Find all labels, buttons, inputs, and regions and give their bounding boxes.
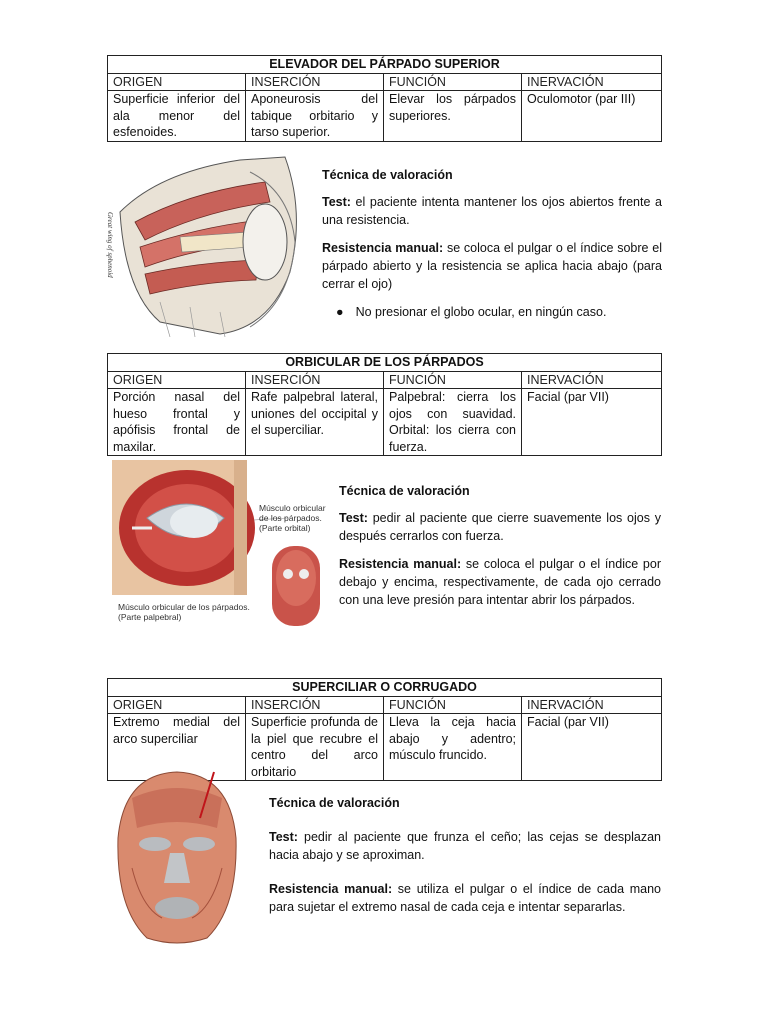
label-palpebral-line: Músculo orbicular de los párpados. [118, 602, 250, 612]
tecnica-title: Técnica de valoración [269, 796, 400, 810]
header-inervacion: INERVACIÓN [522, 371, 662, 389]
table-superciliar [107, 678, 662, 781]
table-orbicular [107, 353, 662, 456]
label-orbital [259, 503, 326, 533]
table-title: ORBICULAR DE LOS PÁRPADOS [108, 354, 662, 372]
cell-origen: Extremo medial del arco superciliar [108, 714, 246, 781]
header-insercion: INSERCIÓN [246, 371, 384, 389]
header-funcion: FUNCIÓN [384, 371, 522, 389]
cell-inervacion: Facial (par VII) [522, 389, 662, 456]
label-orbital-line: de los párpados. [259, 513, 322, 523]
resist-label: Resistencia manual: [339, 557, 462, 571]
test-label: Test: [339, 511, 368, 525]
table-elevador [107, 55, 662, 142]
cell-origen: Superficie inferior del ala menor del esfenoides. [108, 91, 246, 142]
header-inervacion: INERVACIÓN [522, 73, 662, 91]
resist-text: se coloca el pulgar o el índice sobre el párpado abierto y la resistencia se aplica hacia abajo (para cerrar el ojo) [322, 241, 662, 291]
resist-text: se utiliza el pulgar o el índice de cada mano para sujetar el extremo nasal de cada ceja e intentar separarlas. [269, 882, 661, 914]
bullet-icon: ● [336, 305, 344, 319]
test-text: el paciente intenta mantener los ojos abiertos frente a una resistencia. [322, 195, 662, 227]
header-origen: ORIGEN [108, 696, 246, 714]
header-funcion: FUNCIÓN [384, 73, 522, 91]
header-origen: ORIGEN [108, 73, 246, 91]
cell-insercion: Aponeurosis del tabique orbitario y tarso superior. [246, 91, 384, 142]
cell-origen: Porción nasal del hueso frontal y apófisis frontal de maxilar. [108, 389, 246, 456]
resist-label: Resistencia manual: [269, 882, 393, 896]
header-inervacion: INERVACIÓN [522, 696, 662, 714]
tecnica-title: Técnica de valoración [339, 484, 470, 498]
tecnica-elevador [322, 166, 662, 321]
test-text: pedir al paciente que frunza el ceño; las cejas se desplazan hacia abajo y se aproximan. [269, 830, 661, 862]
label-orbital-line: Músculo orbicular [259, 503, 326, 513]
resist-text: se coloca el pulgar o el índice por debajo y encima, respectivamente, de cada ojo cerrado con una leve presión para intentar abrir los párpados. [339, 557, 661, 607]
header-funcion: FUNCIÓN [384, 696, 522, 714]
cell-insercion: Rafe palpebral lateral, uniones del occipital y el superciliar. [246, 389, 384, 456]
header-insercion: INSERCIÓN [246, 696, 384, 714]
facial-muscles-illustration [112, 768, 242, 946]
cell-funcion: Palpebral: cierra los ojos con suavidad. Orbital: los cierra con fuerza. [384, 389, 522, 456]
tecnica-orbicular [339, 482, 661, 609]
label-palpebral-line: (Parte palpebral) [118, 612, 182, 622]
table-title: ELEVADOR DEL PÁRPADO SUPERIOR [108, 56, 662, 74]
cell-inervacion: Oculomotor (par III) [522, 91, 662, 142]
note-text: No presionar el globo ocular, en ningún caso. [355, 305, 607, 319]
cell-insercion: Superficie profunda de la piel que recubre el centro del arco orbitario [246, 714, 384, 781]
orbit-muscles-illustration [100, 152, 310, 337]
figure-side-text: Great wing of sphenoid [106, 212, 114, 278]
table-title: SUPERCILIAR O CORRUGADO [108, 679, 662, 697]
label-orbital-line: (Parte orbital) [259, 523, 311, 533]
tecnica-title: Técnica de valoración [322, 168, 453, 182]
test-label: Test: [269, 830, 298, 844]
resist-label: Resistencia manual: [322, 241, 444, 255]
cell-inervacion: Facial (par VII) [522, 714, 662, 781]
cell-funcion: Lleva la ceja hacia abajo y adentro; músculo fruncido. [384, 714, 522, 781]
label-palpebral [118, 602, 250, 622]
header-insercion: INSERCIÓN [246, 73, 384, 91]
cell-funcion: Elevar los párpados superiores. [384, 91, 522, 142]
test-label: Test: [322, 195, 351, 209]
tecnica-superciliar [269, 794, 661, 916]
note-bullet [322, 303, 662, 321]
test-text: pedir al paciente que cierre suavemente los ojos y después cerrarlos con fuerza. [339, 511, 661, 543]
header-origen: ORIGEN [108, 371, 246, 389]
